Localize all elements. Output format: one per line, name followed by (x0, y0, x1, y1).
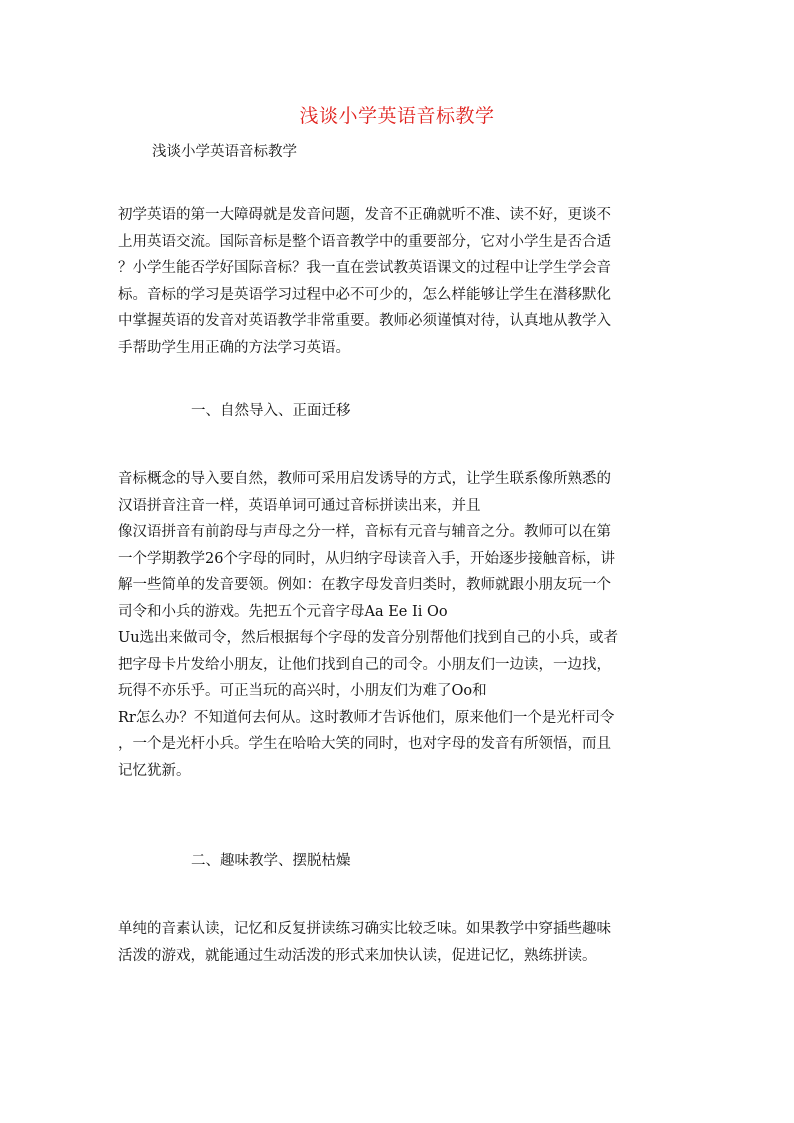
paragraph-line: 把字母卡片发给小朋友，让他们找到自己的司令。小朋友们一边读，一边找， (118, 656, 611, 673)
document-subtitle: 浅谈小学英语音标教学 (152, 144, 297, 160)
paragraph-line: 上用英语交流。国际音标是整个语音教学中的重要部分，它对小学生是否合适 (118, 233, 611, 250)
intro-paragraph (118, 202, 678, 361)
paragraph-line: 记忆犹新。 (118, 762, 191, 779)
paragraph-line: 玩得不亦乐乎。可正当玩的高兴时，小朋友们为难了Oo和 (118, 683, 487, 699)
paragraph-line: 音标概念的导入要自然，教师可采用启发诱导的方式，让学生联系像所熟悉的 (118, 471, 611, 487)
paragraph-line: ？小学生能否学好国际音标？我一直在尝试教英语课文的过程中让学生学会音 (118, 260, 611, 276)
paragraph-line: 司令和小兵的游戏。先把五个元音字母Aa Ee Ii Oo (118, 603, 448, 620)
paragraph-line: 单纯的音素认读，记忆和反复拼读练习确实比较乏味。如果教学中穿插些趣味 (118, 921, 611, 937)
section-heading-1: 一、自然导入、正面迁移 (191, 403, 351, 419)
paragraph-line: 标。音标的学习是英语学习过程中必不可少的，怎么样能够让学生在潜移默化 (118, 286, 611, 303)
paragraph-line: 活泼的游戏，就能通过生动活泼的形式来加快认读，促进记忆，熟练拼读。 (118, 947, 597, 964)
paragraph-line: ，一个是光杆小兵。学生在哈哈大笑的同时，也对字母的发音有所领悟，而且 (118, 736, 611, 752)
paragraph-line: 初学英语的第一大障碍就是发音问题，发音不正确就听不准、读不好，更谈不 (118, 207, 611, 223)
paragraph-line: Uu选出来做司令，然后根据每个字母的发音分别帮他们找到自己的小兵，或者 (118, 630, 619, 646)
section1-paragraph (118, 466, 678, 784)
document-title: 浅谈小学英语音标教学 (299, 105, 495, 127)
paragraph-line: 一个学期教学26个字母的同时，从归纳字母读音入手，开始逐步接触音标，讲 (118, 550, 615, 567)
paragraph-line: Rr怎么办？不知道何去何从。这时教师才告诉他们，原来他们一个是光杆司令 (118, 709, 615, 726)
section2-paragraph (118, 916, 678, 969)
paragraph-line: 手帮助学生用正确的方法学习英语。 (118, 339, 350, 356)
paragraph-line: 汉语拼音注音一样，英语单词可通过音标拼读出来，并且 (118, 497, 481, 514)
paragraph-line: 解一些简单的发音要领。例如：在教字母发音归类时，教师就跟小朋友玩一个 (118, 577, 611, 593)
section-heading-2: 二、趣味教学、摆脱枯燥 (191, 853, 351, 869)
paragraph-line: 中掌握英语的发音对英语教学非常重要。教师必须谨慎对待，认真地从教学入 (118, 313, 611, 329)
paragraph-line: 像汉语拼音有前韵母与声母之分一样，音标有元音与辅音之分。教师可以在第 (118, 524, 611, 540)
